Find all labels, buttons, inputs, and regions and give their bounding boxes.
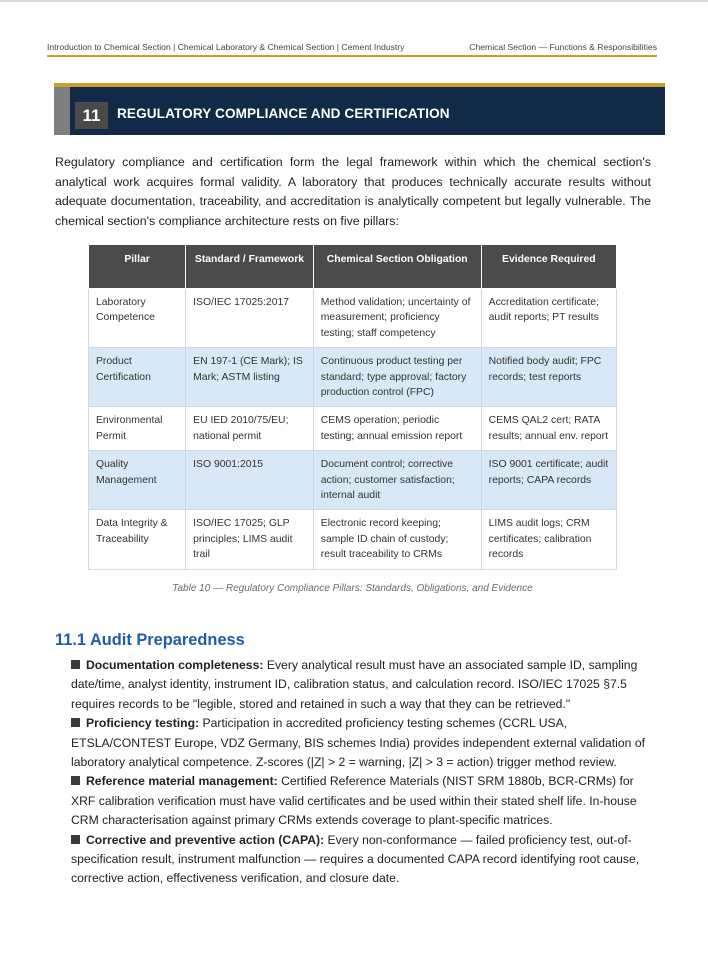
list-item — [71, 772, 657, 830]
bullet-list — [71, 656, 657, 889]
table-row — [89, 407, 617, 451]
table-row — [89, 289, 617, 348]
column-header-standard: Standard / Framework — [186, 245, 314, 289]
cell-standard: ISO/IEC 17025; GLP principles; LIMS audit trail — [186, 510, 314, 569]
cell-obligation: Document control; corrective action; customer satisfaction; internal audit — [313, 451, 481, 510]
column-header-obligation: Chemical Section Obligation — [313, 245, 481, 289]
cell-evidence: ISO 9001 certificate; audit reports; CAPA records — [481, 451, 616, 510]
cell-evidence: LIMS audit logs; CRM certificates; calibration records — [481, 510, 616, 569]
cell-pillar: Product Certification — [89, 348, 186, 407]
chapter-number: 11 — [75, 102, 108, 129]
bullet-lead: Proficiency testing: — [86, 716, 200, 731]
bullet-lead: Corrective and preventive action (CAPA): — [86, 832, 325, 847]
header-rule — [47, 55, 657, 57]
cell-pillar: Environmental Permit — [89, 407, 186, 451]
cell-pillar: Data Integrity & Traceability — [89, 510, 186, 569]
intro-paragraph: Regulatory compliance and certification form the legal framework within which the chemical section's analytical work acquires formal validity. A laboratory that produces technically accurate results without adequate documentation, traceability, and accreditation is analytically competent but legally vulnerable. The chemical section's compliance architecture rests on five pillars: — [55, 155, 651, 228]
cell-obligation: CEMS operation; periodic testing; annual emission report — [313, 407, 481, 451]
table-caption: Table 10 — Regulatory Compliance Pillars: Standards, Obligations, and Evidence — [172, 583, 533, 594]
list-item — [71, 714, 657, 772]
bullet-text: Every analytical result must have an associated sample ID, sampling date/time, analyst identity, instrument ID, calibration status, and calculation record. ISO/IEC 17025 §7.5 requires records to be "legible, stored and retained in such a way that they can be retrieved." — [71, 658, 638, 711]
square-bullet-icon — [71, 718, 80, 727]
cell-evidence: Notified body audit; FPC records; test reports — [481, 348, 616, 407]
cell-standard: ISO 9001:2015 — [186, 451, 314, 510]
column-header-evidence: Evidence Required — [481, 245, 616, 289]
running-header — [47, 42, 657, 52]
cell-standard: ISO/IEC 17025:2017 — [186, 289, 314, 348]
top-rule — [0, 0, 708, 2]
list-item — [71, 831, 657, 889]
square-bullet-icon — [71, 835, 80, 844]
cell-standard: EN 197-1 (CE Mark); IS Mark; ASTM listing — [186, 348, 314, 407]
bullet-text: Certified Reference Materials (NIST SRM 1880b, BCR-CRMs) for XRF calibration verification must have valid certificates and be used within their stated shelf life. In-house CRM characterisation against primary CRMs extends coverage to plant-specific matrices. — [71, 774, 637, 828]
cell-pillar: Quality Management — [89, 451, 186, 510]
table-row — [89, 510, 617, 569]
bullet-text: Every non-conformance — failed proficiency test, out-of-specification result, instrument malfunction — requires a documented CAPA record identifying root cause, corrective action, effectiveness verification, and closure date. — [71, 832, 640, 886]
list-item — [71, 656, 657, 714]
bullet-lead: Reference material management: — [86, 774, 278, 789]
bullet-lead: Documentation completeness: — [86, 658, 264, 672]
compliance-pillars-table — [88, 244, 617, 570]
cell-evidence: CEMS QAL2 cert; RATA results; annual env. report — [481, 407, 616, 451]
chapter-banner — [54, 83, 665, 135]
cell-standard: EU IED 2010/75/EU; national permit — [186, 407, 314, 451]
cell-pillar: Laboratory Competence — [89, 289, 186, 348]
cell-obligation: Method validation; uncertainty of measurement; proficiency testing; staff competency — [313, 289, 481, 348]
table-row — [89, 348, 617, 407]
chapter-title: REGULATORY COMPLIANCE AND CERTIFICATION — [117, 106, 450, 121]
cell-obligation: Electronic record keeping; sample ID chain of custody; result traceability to CRMs — [313, 510, 481, 569]
column-header-pillar: Pillar — [89, 245, 186, 289]
running-header-right: Chemical Section — Functions & Responsibilities — [469, 42, 657, 52]
table-header-row — [89, 245, 617, 289]
cell-evidence: Accreditation certificate; audit reports; PT results — [481, 289, 616, 348]
table-row — [89, 451, 617, 510]
square-bullet-icon — [71, 660, 80, 669]
running-header-left: Introduction to Chemical Section | Chemical Laboratory & Chemical Section | Cement Industry — [47, 42, 405, 52]
square-bullet-icon — [71, 776, 80, 785]
bullet-text: Participation in accredited proficiency testing schemes (CCRL USA, ETSLA/CONTEST Europe, VDZ Germany, BIS schemes India) provides independent external validation of laboratory analytical competence. Z-scores (|Z| > 2 = warning, |Z| > 3 = action) trigger method review. — [71, 716, 645, 770]
chapter-banner-accent — [54, 87, 70, 135]
cell-obligation: Continuous product testing per standard; type approval; factory production control (FPC) — [313, 348, 481, 407]
section-heading: 11.1 Audit Preparedness — [55, 631, 245, 649]
